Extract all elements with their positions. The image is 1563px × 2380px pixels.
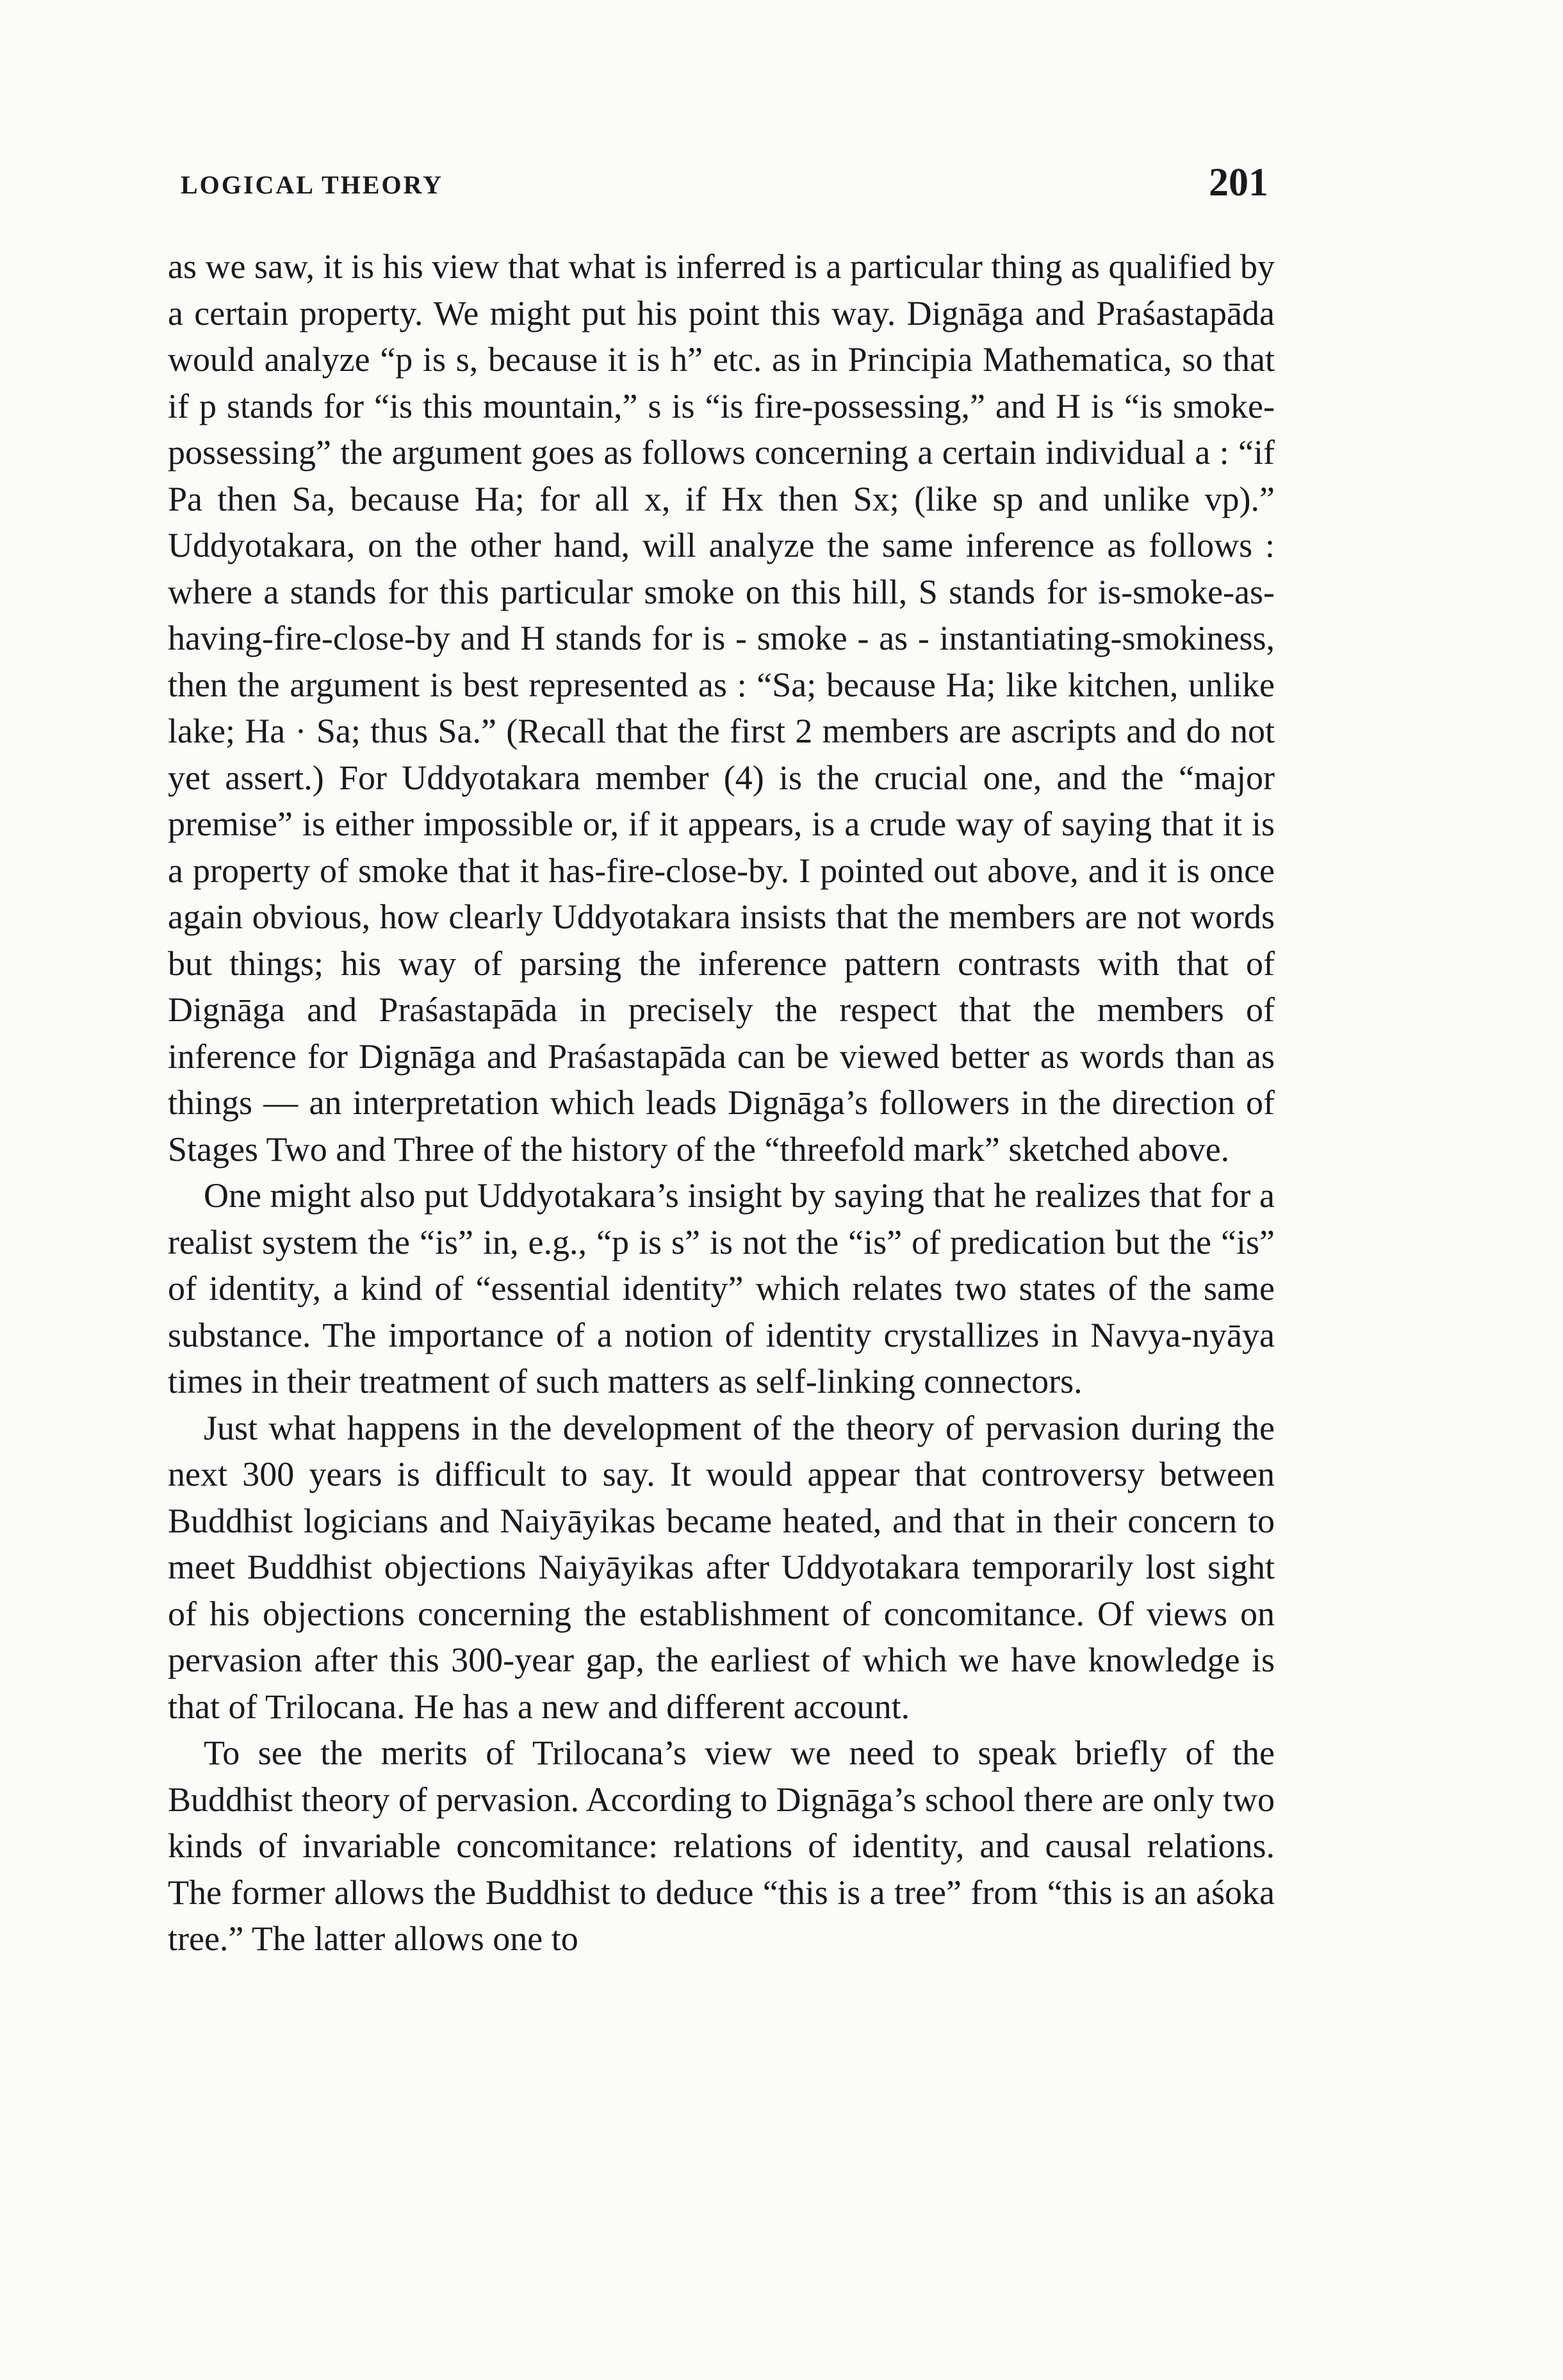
paragraph-3: Just what happens in the development of the theory of pervasion during the next 300 years is difficult to say. It would appear that controversy between Buddhist logicians and Naiyāyikas became heated, and that in their concern to meet Buddhist objections Naiyāyikas after Uddyotakara temporarily lost sight of his objections concerning the establishment of concomitance. Of views on pervasion after this 300-year gap, the earliest of which we have knowledge is that of Trilocana. He has a new and different account. (168, 1408, 1275, 1726)
paragraph-2: One might also put Uddyotakara’s insight by saying that he realizes that for a realist system the “is” in, e.g., “p is s” is not the “is” of predication but the “is” of identity, a kind of “essential identity” which relates two states of the same substance. The importance of a notion of identity crystallizes in Navya-nyāya times in their treatment of such matters as self-linking connectors. (168, 1176, 1275, 1400)
paragraph-4: To see the merits of Trilocana’s view we need to speak briefly of the Buddhist theory of pervasion. According to Dignāga’s school there are only two kinds of invariable concomitance: relations of identity, and causal relations. The former allows the Buddhist to deduce “this is a tree” from “this is an aśoka tree.” The latter allows one to (168, 1734, 1275, 1958)
body-text (168, 243, 1275, 1962)
running-title: LOGICAL THEORY (181, 170, 443, 199)
paragraph-1: as we saw, it is his view that what is inferred is a particular thing as qualified by a certain property. We might put his point this way. Dignāga and Praśastapāda would analyze “p is s, because it is h” etc. as in Principia Mathematica, so that if p stands for “is this mountain,” s is “is fire-possessing,” and H is “is smoke-possessing” the argument goes as follows concerning a certain individual a : “if Pa then Sa, because Ha; for all x, if Hx then Sx; (like sp and unlike vp).” Uddyotakara, on the other hand, will analyze the same inference as follows : where a stands for this particular smoke on this hill, S stands for is-smoke-as-having-fire-close-by and H stands for is - smoke - as - instantiating-smokiness, then the argument is best represented as : “Sa; because Ha; like kitchen, unlike lake; Ha · Sa; thus Sa.” (Recall that the first 2 members are ascripts and do not yet assert.) For Uddyotakara member (4) is the crucial one, and the “major premise” is either impossible or, if it appears, is a crude way of saying that it is a property of smoke that it has-fire-close-by. I pointed out above, and it is once again obvious, how clearly Uddyotakara insists that the members are not words but things; his way of parsing the inference pattern contrasts with that of Dignāga and Praśastapāda in precisely the respect that the members of inference for Dignāga and Praśastapāda can be viewed better as words than as things — an interpretation which leads Dignāga’s followers in the direction of Stages Two and Three of the history of the “threefold mark” sketched above. (168, 247, 1275, 1169)
page-number: 201 (1209, 161, 1268, 204)
